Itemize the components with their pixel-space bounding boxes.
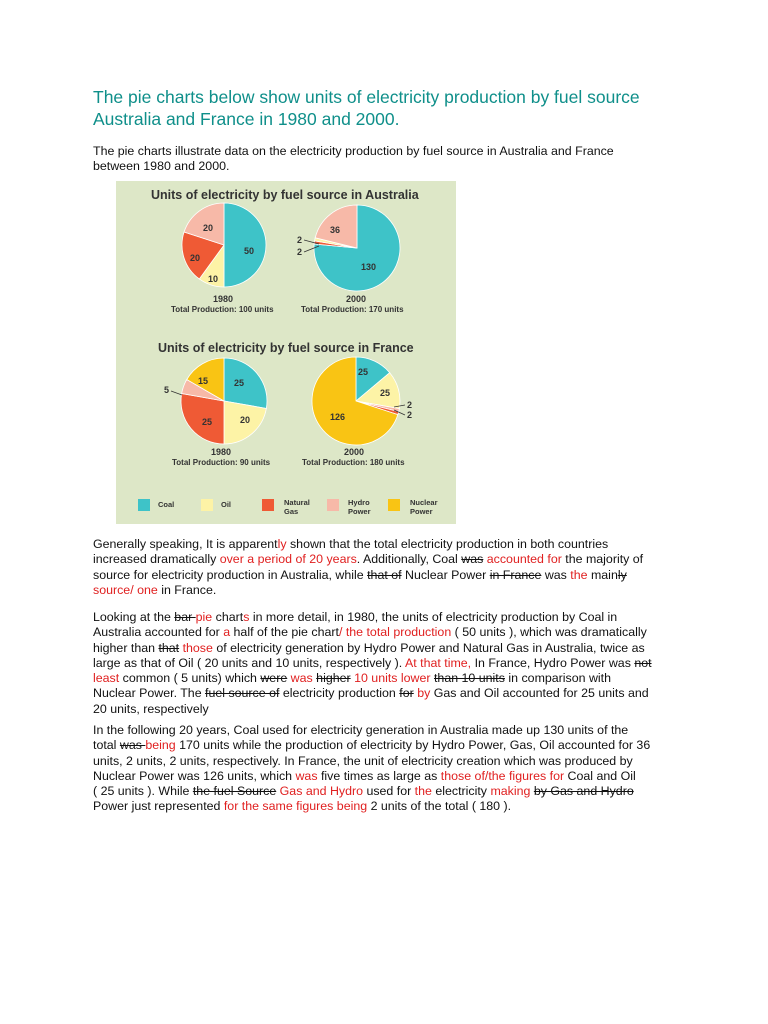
paragraph-2000-details: In the following 20 years, Coal used for electricity generation in Australia made up 130 units of the total was being 170 units while the production of electricity by Hydro Power, Gas, Oil accounted for 36 units, 2 units, 2 units, respectively. In France, the unit of electricity creation which was produced by Nuclear Power was 126 units, which was five times as large as those of/the figures for Coal and Oil ( 25 units ). While the fuel Source Gas and Hydro used for the electricity making by Gas and Hydro Power just represented for the same figures being 2 units of the total ( 180 ). bbox=[93, 723, 651, 814]
australia-chart-title: Units of electricity by fuel source in Australia bbox=[151, 188, 419, 202]
legend-swatch-natural-gas bbox=[262, 499, 274, 511]
data-label: 20 bbox=[203, 223, 214, 233]
legend-label-nuclear: Power bbox=[410, 507, 433, 516]
pie-year-label: 2000 bbox=[346, 294, 367, 304]
paragraph-overview: Generally speaking, It is apparently shown that the total electricity production in both countries increased dramatically over a period of 20 years. Additionally, Coal was accounted for the majority of source for electricity production in Australia, while that of Nuclear Power in France was the mainly source/ one in France. bbox=[93, 537, 644, 597]
data-label: 2 bbox=[297, 247, 303, 257]
data-label: 36 bbox=[330, 225, 341, 235]
legend-label-natural-gas: Gas bbox=[284, 507, 299, 516]
title-line-2: Australia and France in 1980 and 2000. bbox=[93, 109, 400, 129]
data-label: 2 bbox=[297, 235, 303, 245]
intro-line: between 1980 and 2000. bbox=[93, 159, 230, 174]
data-label: 25 bbox=[202, 417, 213, 427]
leader-line bbox=[171, 391, 182, 395]
intro-paragraph bbox=[93, 144, 683, 175]
pie-slice-coal bbox=[224, 358, 267, 408]
data-label: 25 bbox=[380, 388, 391, 398]
legend-label-hydro: Power bbox=[348, 507, 371, 516]
legend-label-oil: Oil bbox=[221, 500, 232, 509]
data-label: 20 bbox=[240, 415, 251, 425]
legend-label-natural-gas: Natural bbox=[284, 498, 310, 507]
pie-year-label: 1980 bbox=[211, 447, 232, 457]
legend-label-coal: Coal bbox=[158, 500, 175, 509]
data-label: 20 bbox=[190, 253, 201, 263]
data-label: 126 bbox=[330, 412, 346, 422]
data-label: 2 bbox=[407, 410, 413, 420]
pie-slice-coal bbox=[224, 203, 266, 287]
legend-swatch-oil bbox=[201, 499, 213, 511]
legend-label-nuclear: Nuclear bbox=[410, 498, 438, 507]
data-label: 25 bbox=[358, 367, 369, 377]
legend-label-hydro: Hydro bbox=[348, 498, 370, 507]
pie-year-label: 1980 bbox=[213, 294, 234, 304]
legend-swatch-nuclear bbox=[388, 499, 400, 511]
data-label: 2 bbox=[407, 400, 413, 410]
pie-france-2000 bbox=[312, 357, 400, 445]
pie-france-1980 bbox=[181, 358, 267, 444]
pie-total-label: Total Production: 170 units bbox=[301, 305, 404, 314]
data-label: 25 bbox=[234, 378, 245, 388]
pie-total-label: Total Production: 180 units bbox=[302, 458, 405, 467]
data-label: 10 bbox=[208, 274, 219, 284]
paragraph-1980-details: Looking at the bar pie charts in more detail, in 1980, the units of electricity production by Coal in Australia accounted for a half of the pie chart/ the total production ( 50 units ), which was dramatically higher than that those of electricity generation by Hydro Power and Natural Gas in Australia, twice as large as that of Oil ( 20 units and 10 units, respectively ). At that time, In France, Hydro Power was not least common ( 5 units) which were was higher 10 units lower than 10 units in comparison with Nuclear Power. The fuel source of electricity production for by Gas and Oil accounted for 25 units and 20 units, respectively bbox=[93, 610, 652, 716]
pie-charts-figure bbox=[116, 181, 456, 524]
data-label: 50 bbox=[244, 246, 255, 256]
legend-swatch-coal bbox=[138, 499, 150, 511]
title-line-1: The pie charts below show units of electricity production by fuel source bbox=[93, 87, 640, 107]
data-label: 15 bbox=[198, 376, 209, 386]
france-chart-title: Units of electricity by fuel source in France bbox=[158, 341, 414, 355]
data-label: 130 bbox=[361, 262, 377, 272]
pie-total-label: Total Production: 90 units bbox=[172, 458, 271, 467]
pie-australia-1980 bbox=[182, 203, 266, 287]
page-title bbox=[93, 86, 693, 130]
pie-total-label: Total Production: 100 units bbox=[171, 305, 274, 314]
intro-line: The pie charts illustrate data on the electricity production by fuel source in Australia and France bbox=[93, 144, 614, 158]
data-label: 5 bbox=[164, 385, 170, 395]
legend bbox=[138, 498, 438, 516]
pie-australia-2000 bbox=[314, 205, 400, 291]
legend-swatch-hydro bbox=[327, 499, 339, 511]
pie-year-label: 2000 bbox=[344, 447, 365, 457]
pie-charts-svg bbox=[116, 181, 456, 524]
